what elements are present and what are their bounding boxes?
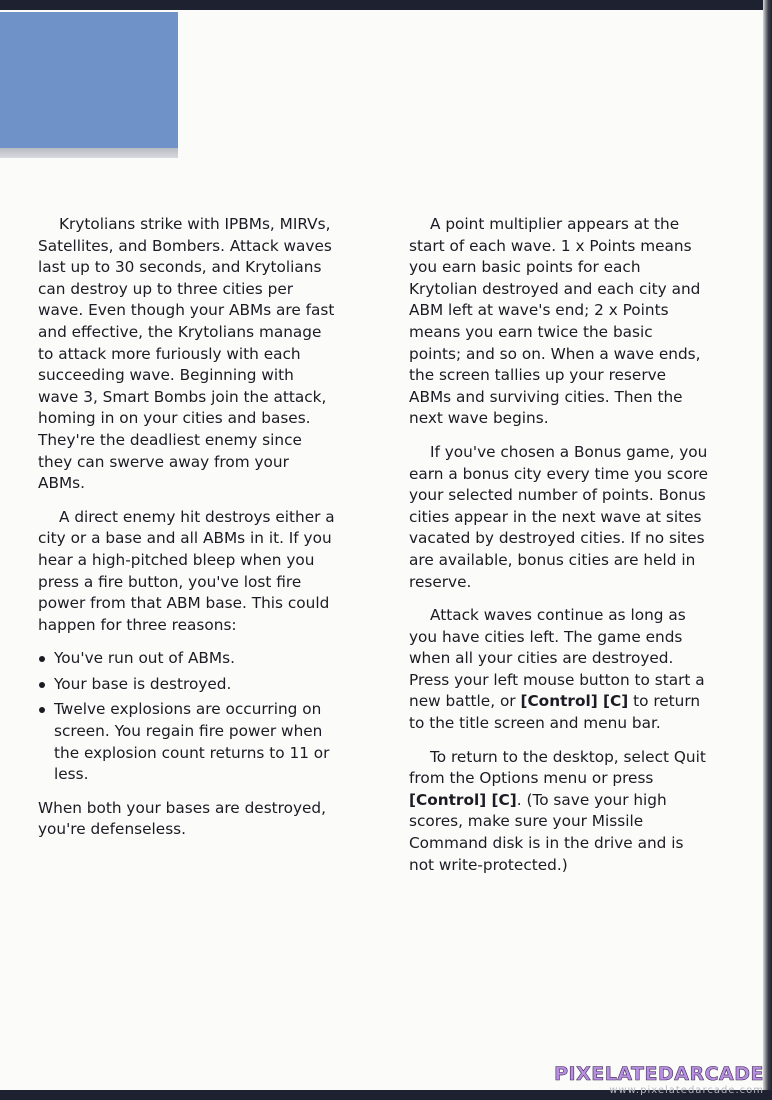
paragraph-return-desktop: To return to the desktop, select Quit from the Options menu or press [Control] [C]. (To save your high scores, make sure your Missile Command disk is in the drive and is not write-protected.) (409, 747, 706, 874)
page-edge (763, 0, 772, 1100)
paragraph-defenseless: When both your bases are destroyed, you're defenseless. (38, 798, 327, 839)
blue-block-shadow (0, 148, 178, 158)
list-item-text: Your base is destroyed. (54, 674, 232, 693)
list-item (38, 674, 338, 696)
watermark-url: www.pixelatedarcade.com (609, 1085, 764, 1096)
list-item-text: You've run out of ABMs. (54, 649, 235, 668)
list-item-text: Twelve explosions are occurring on screen. You regain fire power when the explosion count returns to 11 or less. (54, 700, 330, 784)
watermark-title: PIXELATEDARCADE (554, 1063, 764, 1085)
watermark (554, 1063, 764, 1097)
bullet-icon (39, 656, 45, 662)
paragraph-bonus-game: If you've chosen a Bonus game, you earn a bonus city every time you score your selected number of points. Bonus cities appear in the next wave at sites vacated by destroyed cities. If no sites are available, bonus cities are held in reserve. (409, 442, 709, 591)
paragraph-attack-overview: Krytolians strike with IPBMs, MIRVs, Satellites, and Bombers. Attack waves last up to 30 seconds, and Krytolians can destroy up to three cities per wave. Even though your ABMs are fast and effective, the Krytolians manage to attack more furiously with each succeeding wave. Beginning with wave 3, Smart Bombs join the attack, homing in on your cities and bases. They're the deadliest enemy since they can swerve away from your ABMs. (38, 215, 335, 493)
blue-corner-block (0, 12, 178, 148)
list-item (38, 699, 338, 785)
left-column (38, 214, 338, 853)
paragraph-point-multiplier: A point multiplier appears at the start of each wave. 1 x Points means you earn basic points for each Krytolian destroyed and each city and ABM left at wave's end; 2 x Points means you earn twice the basic points; and so on. When a wave ends, the screen tallies up your reserve ABMs and surviving cities. Then the next wave begins. (409, 215, 701, 428)
key-control-c: [Control] [C] (520, 692, 629, 711)
paragraph-game-end: Attack waves continue as long as you have cities left. The game ends when all your cities are destroyed. Press your left mouse button to start a new battle, or [Control] [C] to return to the title screen and menu bar. (409, 606, 705, 733)
right-column (409, 214, 709, 888)
key-control-c: [Control] [C] (409, 790, 517, 809)
bullet-icon (39, 707, 45, 713)
paragraph-enemy-hit: A direct enemy hit destroys either a city or a base and all ABMs in it. If you hear a high-pitched bleep when you press a fire button, you've lost fire power from that ABM base. This could happen for three reasons: (38, 507, 335, 634)
manual-page (0, 10, 763, 1090)
reasons-list (38, 648, 338, 786)
list-item (38, 648, 338, 670)
bullet-icon (39, 682, 45, 688)
